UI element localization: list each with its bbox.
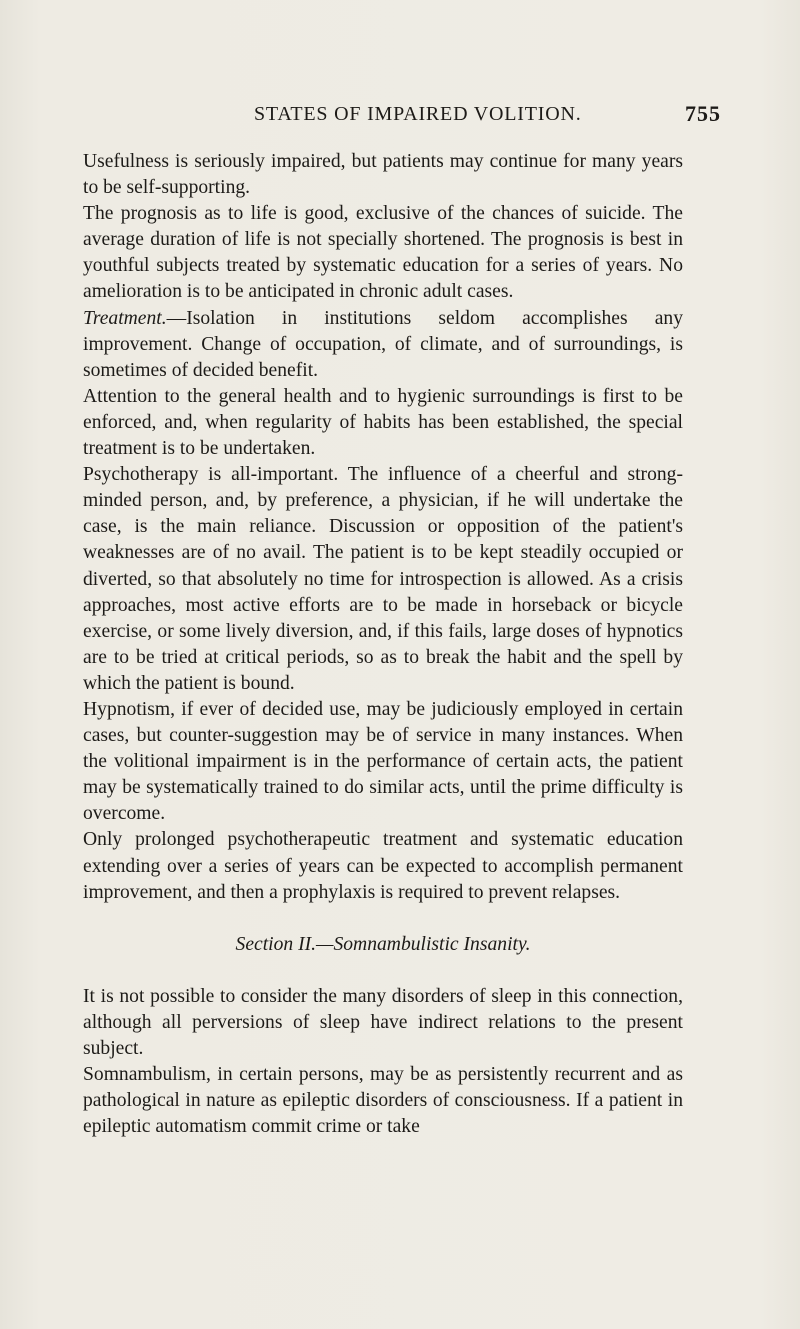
paragraph-sleep-disorders: It is not possible to consider the many disorders of sleep in this connection, although all perversions of sleep have indirect relations to the present subject. bbox=[83, 985, 683, 1059]
paragraph-somnambulism: Somnambulism, in certain persons, may be as persistently recurrent and as pathological in nature as epileptic disorders of consciousness. If a patient in epileptic automatism commit crime or take bbox=[83, 1064, 683, 1138]
paragraph-treatment bbox=[83, 306, 683, 384]
treatment-label: Treatment. bbox=[83, 307, 167, 329]
running-head bbox=[254, 103, 734, 126]
paragraph-hypnotism: Hypnotism, if ever of decided use, may be judiciously employed in certain cases, but counter-suggestion may be of service in many instances. When the volitional impairment is in the performance of certain acts, the patient may be systematically trained to do similar acts, until the prime difficulty is overcome. bbox=[83, 698, 683, 825]
paragraph-attention: Attention to the general health and to hygienic surroundings is first to be enforced, and, when regularity of habits has been established, the special treatment is to be undertaken. bbox=[83, 385, 683, 460]
paragraph-prognosis: The prognosis as to life is good, exclusive of the chances of suicide. The average duration of life is not specially shortened. The prognosis is best in youthful subjects treated by systematic education for a series of years. No amelioration is to be anticipated in chronic adult cases. bbox=[83, 203, 683, 303]
paragraph-usefulness: Usefulness is seriously impaired, but patients may continue for many years to be self-supporting. bbox=[83, 151, 683, 199]
paragraph-psychotherapy: Psychotherapy is all-important. The influence of a cheerful and strong-minded person, and, by preference, a physician, if he will undertake the case, is the main reliance. Discussion or opposition of the patient's weaknesses are of no avail. The patient is to be kept steadily occupied or diverted, so that absolutely no time for introspection is allowed. As a crisis approaches, most active efforts are to be made in horseback or bicycle exercise, or some lively diversion, and, if this fails, large doses of hypnotics are to be tried at critical periods, so as to break the habit and the spell by which the patient is bound. bbox=[83, 464, 683, 694]
paragraph-prolonged-treatment: Only prolonged psychotherapeutic treatment and systematic education extending over a series of years can be expected to accomplish permanent improvement, and then a prophylaxis is required to prevent relapses. bbox=[83, 829, 683, 903]
body-text bbox=[83, 149, 683, 1140]
section-heading: Section II.—Somnambulistic Insanity. bbox=[235, 933, 531, 955]
page-number: 755 bbox=[685, 101, 721, 126]
running-title: STATES OF IMPAIRED VOLITION. bbox=[254, 103, 582, 125]
treatment-text: —Isolation in institutions seldom accomplishes any improvement. Change of occupation, of climate, and of surroundings, is sometimes of decided benefit. bbox=[83, 307, 683, 381]
